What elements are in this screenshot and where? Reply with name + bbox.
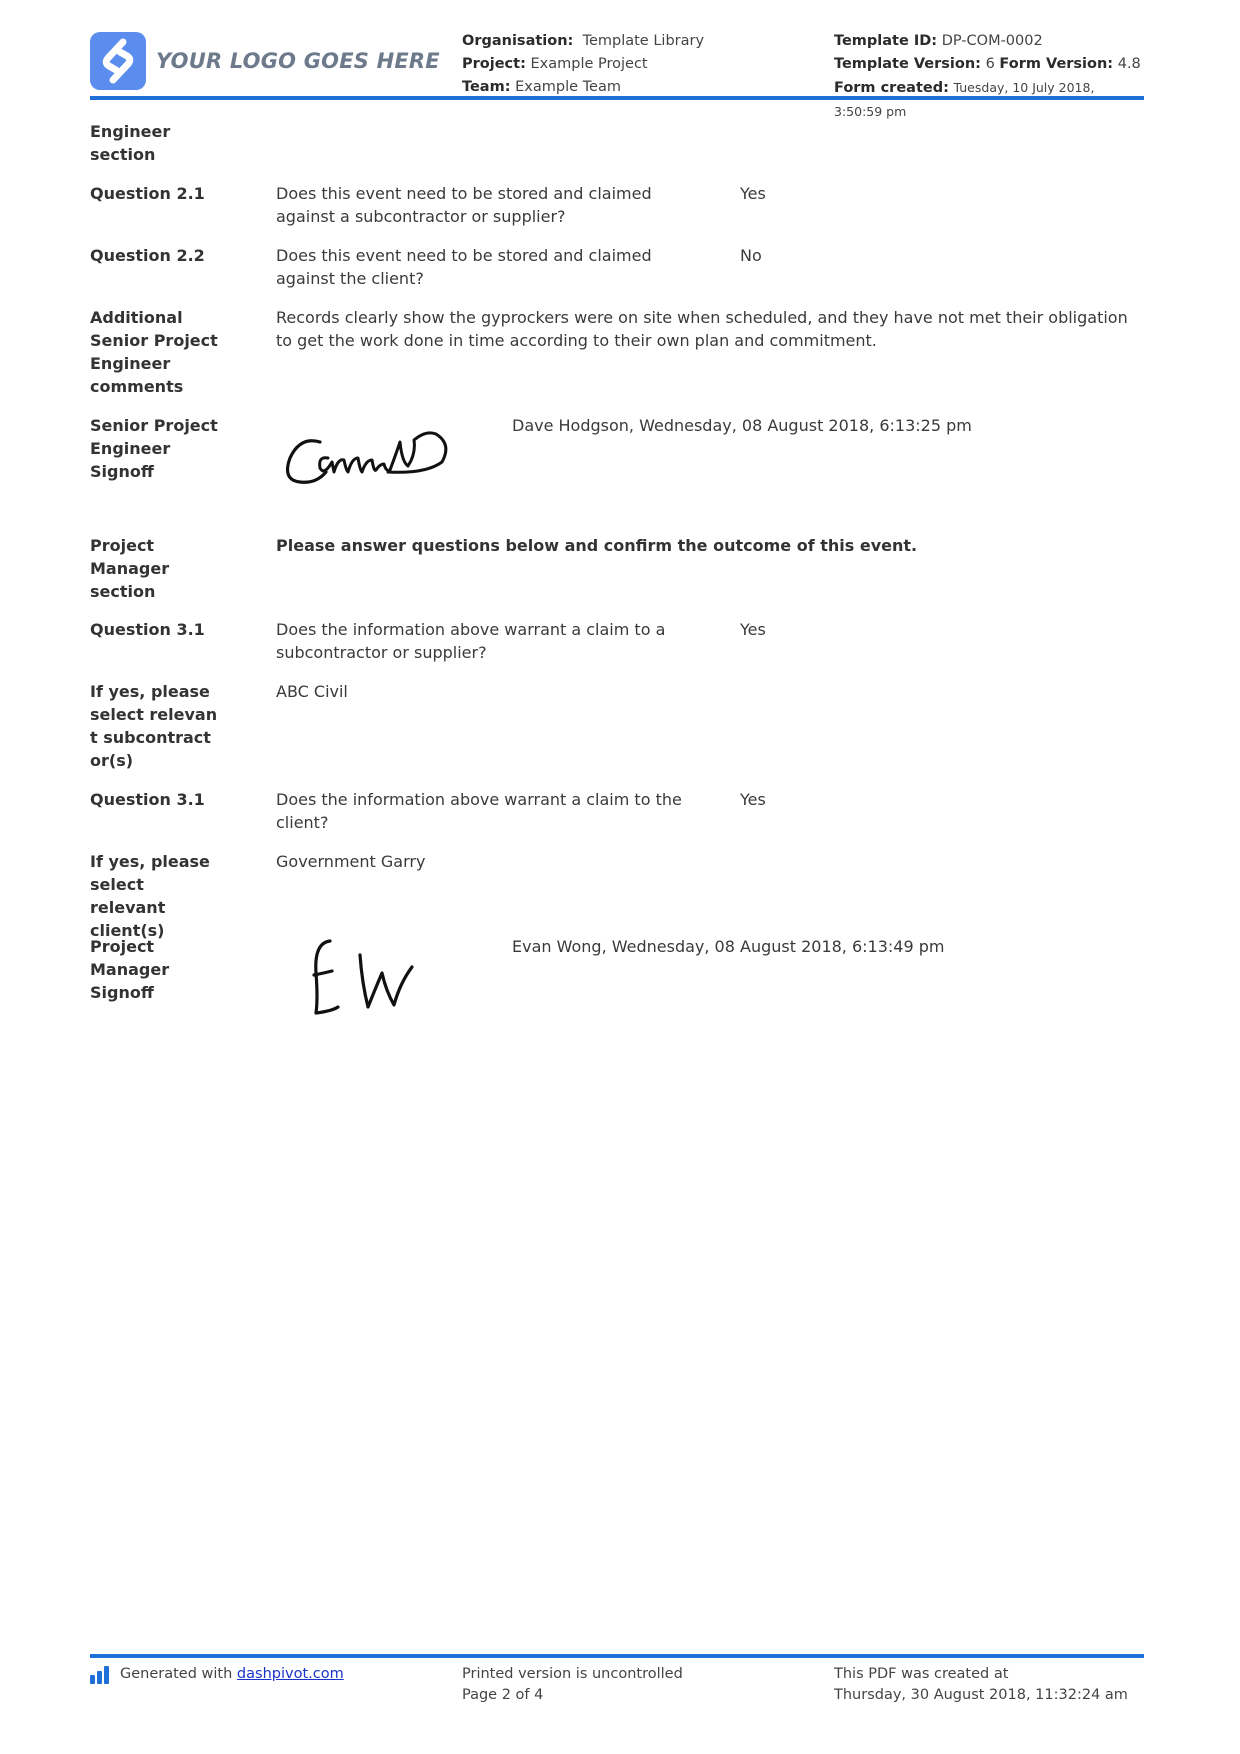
footer-created xyxy=(834,1664,1128,1706)
engineer-comments-label: Additional Senior Project Engineer comments xyxy=(90,308,218,396)
header-meta-template xyxy=(834,30,1144,124)
company-logo xyxy=(90,32,440,90)
project-label: Project: xyxy=(462,56,526,72)
question-2-1-label: Question 2.1 xyxy=(90,184,205,203)
manager-signoff-text: Evan Wong, Wednesday, 08 August 2018, 6:13:49 pm xyxy=(512,937,945,956)
uncontrolled-note: Printed version is uncontrolled xyxy=(462,1666,683,1682)
engineer-comments-text: Records clearly show the gyprockers were on site when scheduled, and they have not met their obligation to get the work done in time according to their own plan and commitment. xyxy=(276,308,1128,350)
project-value: Example Project xyxy=(530,56,648,72)
question-3-1-subcontractor-text: Does the information above warrant a claim to a subcontractor or supplier? xyxy=(276,620,666,662)
manager-signature xyxy=(276,933,456,1027)
form-created-label: Form created: xyxy=(834,80,949,96)
form-version-value: 4.8 xyxy=(1117,56,1141,72)
question-3-1-client-text: Does the information above warrant a claim to the client? xyxy=(276,790,682,832)
question-2-1-answer: Yes xyxy=(740,184,766,203)
dashpivot-icon xyxy=(90,1666,112,1684)
logo-icon xyxy=(90,32,146,90)
pdf-created-label: This PDF was created at xyxy=(834,1666,1009,1682)
organisation-value: Template Library xyxy=(582,33,705,49)
organisation-label: Organisation: xyxy=(462,33,574,49)
template-id-value: DP-COM-0002 xyxy=(941,33,1043,49)
logo-text: YOUR LOGO GOES HERE xyxy=(156,49,440,73)
engineer-signoff-text: Dave Hodgson, Wednesday, 08 August 2018, 6:13:25 pm xyxy=(512,416,972,435)
client-value: Government Garry xyxy=(276,852,426,871)
question-2-2-answer: No xyxy=(740,246,762,265)
question-3-1-subcontractor-label: Question 3.1 xyxy=(90,620,205,639)
question-2-2-text: Does this event need to be stored and claimed against the client? xyxy=(276,246,652,288)
page-number: Page 2 of 4 xyxy=(462,1687,544,1703)
header-meta-project xyxy=(462,30,704,99)
footer-page-info xyxy=(462,1664,683,1706)
generated-prefix: Generated with xyxy=(120,1666,233,1682)
client-select-label: If yes, please select relevant client(s) xyxy=(90,852,210,940)
engineer-signoff-label: Senior Project Engineer Signoff xyxy=(90,416,218,481)
pdf-created-date: Thursday, 30 August 2018, 11:32:24 am xyxy=(834,1687,1128,1703)
question-2-2-label: Question 2.2 xyxy=(90,246,205,265)
team-label: Team: xyxy=(462,79,511,95)
template-version-value: 6 xyxy=(985,56,995,72)
manager-section-label: Project Manager section xyxy=(90,536,170,601)
header-divider xyxy=(90,96,1144,100)
engineer-signature xyxy=(276,414,456,508)
manager-signoff-label: Project Manager Signoff xyxy=(90,937,170,1002)
dashpivot-link[interactable]: dashpivot.com xyxy=(236,1666,344,1682)
footer-divider xyxy=(90,1654,1144,1658)
question-3-1-client-label: Question 3.1 xyxy=(90,790,205,809)
question-3-1-client-answer: Yes xyxy=(740,790,766,809)
manager-section-text: Please answer questions below and confirm the outcome of this event. xyxy=(276,536,918,555)
question-3-1-subcontractor-answer: Yes xyxy=(740,620,766,639)
form-version-label: Form Version: xyxy=(999,56,1114,72)
form-created-value: Tuesday, 10 July 2018, 3:50:59 pm xyxy=(834,80,1095,119)
page-header xyxy=(90,28,1144,119)
template-version-label: Template Version: xyxy=(834,56,981,72)
template-id-label: Template ID: xyxy=(834,33,938,49)
question-2-1-text: Does this event need to be stored and claimed against a subcontractor or supplier? xyxy=(276,184,652,226)
team-value: Example Team xyxy=(515,79,621,95)
subcontractor-select-label: If yes, please select relevant subcontractor(s) xyxy=(90,682,218,770)
footer-generated xyxy=(90,1664,344,1685)
subcontractor-value: ABC Civil xyxy=(276,682,348,701)
engineer-section-label: Engineer section xyxy=(90,122,171,164)
